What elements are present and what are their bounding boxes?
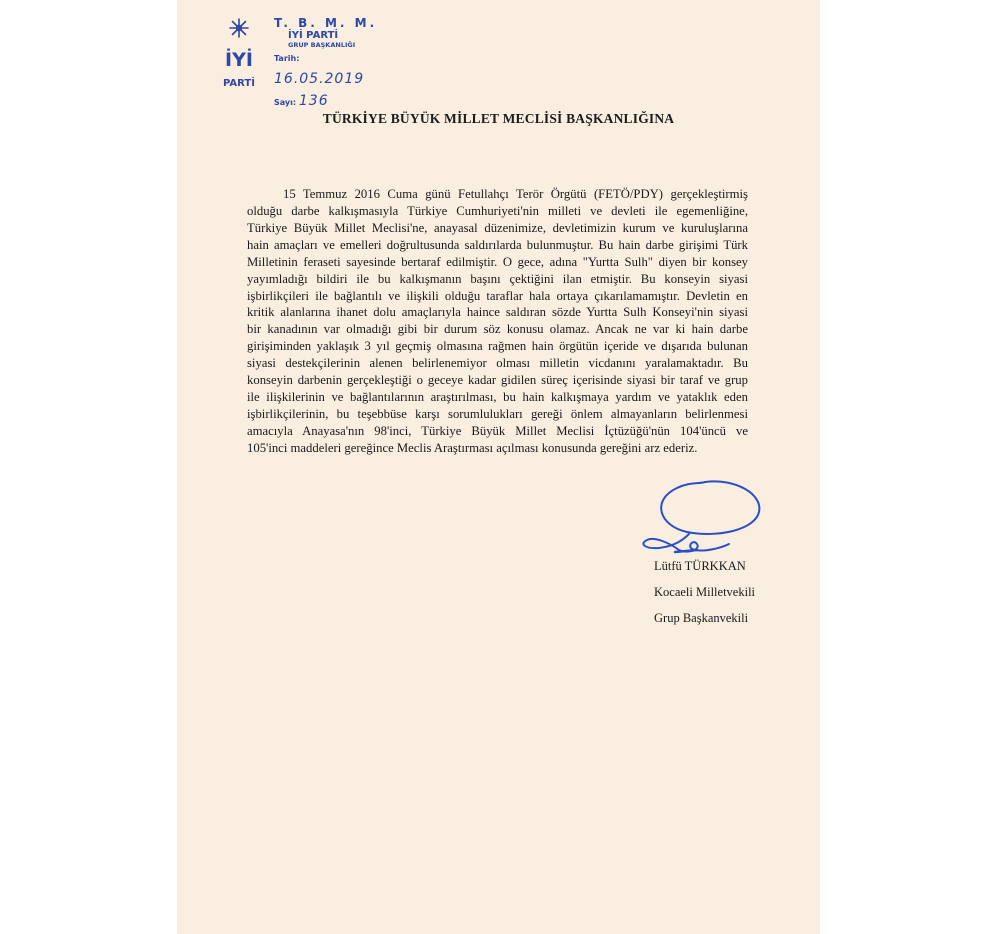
stamp-number-value: 136: [298, 93, 329, 109]
body-line: 15 Temmuz 2016 Cuma günü Fetullahçı Terör Örgütü (FETÖ/PDY) gerçekleştirmiş: [283, 187, 748, 201]
stamp-number-row: [274, 91, 379, 113]
stamp-party: İYİ PARTİ: [288, 30, 339, 41]
body-line: 105'inci maddeleri gereğince Meclis Araştırması açılması konusunda gereğini arz ederiz.: [247, 440, 698, 455]
body-line: bir kanadının var olmadığı gibi bir durum söz konusu olamaz. Ancak ne var ki hain darbe: [247, 322, 748, 337]
signer-position: Grup Başkanvekili: [654, 611, 749, 625]
body-line: girişiminden yaklaşık 3 yıl geçmiş olmasına rağmen hain örgütün içeride ve dışarıda bulunan: [247, 339, 748, 354]
body-line: yayımladığı bildiri ile bu kalkışmanın başını çektiğini ilan etmiştir. Bu konseyin siyasi: [247, 271, 748, 286]
body-line: olduğu darbe kalkışmasıyla Türkiye Cumhuriyeti'nin milleti ve devleti ile egemenliğine,: [247, 203, 748, 218]
document-page: [177, 0, 820, 934]
signer-name: Lütfü TÜRKKAN: [654, 559, 746, 573]
document-heading: TÜRKİYE BÜYÜK MİLLET MECLİSİ BAŞKANLIĞINA: [322, 111, 675, 126]
body-line: konseyin darbenin gerçekleştiği o geceye kadar gidilen süreç içerisinde siyasi bir taraf ve grup: [247, 373, 748, 388]
stamp-date-row: [274, 49, 379, 91]
handwritten-signature: [635, 478, 770, 556]
stamp-text: [274, 16, 379, 113]
stamp-group: GRUP BAŞKANLIĞI: [288, 41, 356, 49]
document-body: [247, 186, 748, 457]
body-line: siyasi destekçilerinin alenen belirlenemiyor olması milletin vicdanını yaralamaktadır. Bu: [247, 356, 748, 371]
stamp-date-value: 16.05.2019: [274, 71, 365, 87]
stamp-organization: T. B. M. M.: [274, 16, 378, 30]
signature-block: [654, 553, 755, 631]
body-line: Milletinin feraseti sayesinde bertaraf edilmiştir. O gece, adına "Yurtta Sulh" diyen bir konsey: [247, 254, 748, 269]
party-stamp: [219, 10, 379, 109]
signer-constituency: Kocaeli Milletvekili: [654, 585, 756, 599]
body-line: kritik alanlarına ihanet dolu amaçlarıyla haince saldıran sözde Yurtta Sulh Konseyi'nin siyasi: [247, 305, 748, 320]
body-line: işbirlikçilerinin, bu teşebbüse karşı sorumlulukları gereği önlem almayanların belirlenmesi: [247, 406, 748, 421]
body-line: işbirlikçileri ile bağlantılı ve ilişkili olduğu taraflar hala ortaya çıkarılamamıştır. Devletin en: [247, 288, 748, 303]
body-line: amacıyla Anayasa'nın 98'inci, Türkiye Büyük Millet Meclisi İçtüzüğü'nün 104'üncü ve: [247, 423, 748, 438]
stamp-number-label: Sayı:: [274, 98, 297, 107]
svg-text:PARTİ: PARTİ: [223, 78, 255, 89]
body-line: ile ilişkilerinin ve bağlantılarının araştırılması, bu hain kalkışmaya yardım ve yataklık eden: [247, 390, 748, 405]
svg-text:İYİ: İYİ: [225, 49, 253, 71]
body-line: Türkiye Büyük Millet Meclisi'ne, anayasal düzenimize, devletimizin kurum ve kuruluşlarına: [247, 220, 748, 235]
body-line: hain amaçları ve emelleri doğrultusunda saldırılarda bulunmuştur. Bu hain darbe girişimi Türk: [247, 237, 748, 252]
stamp-date-label: Tarih:: [274, 54, 300, 63]
iyi-party-logo: [219, 16, 259, 92]
